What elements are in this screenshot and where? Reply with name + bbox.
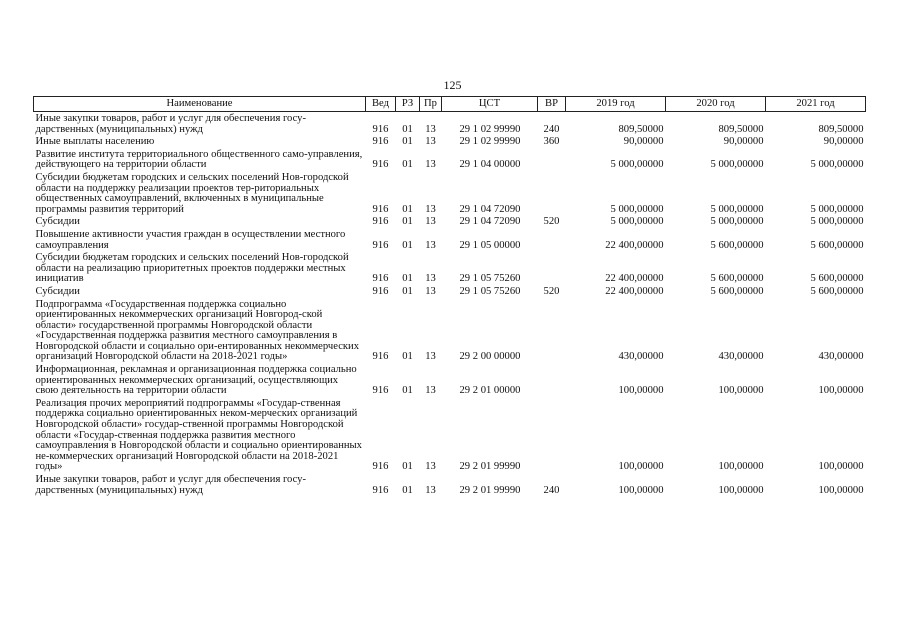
cell-pr: 13 xyxy=(425,159,436,171)
cell-cst: 29 1 05 75260 xyxy=(459,285,521,297)
cell-2021: 5 600,00000 xyxy=(810,239,864,251)
cell-2019: 22 400,00000 xyxy=(605,239,664,251)
cell-ved: 916 xyxy=(372,136,389,148)
cell-name: Реализация прочих мероприятий подпрограммы «Государ-ственная поддержка социально ориентированных неком-мерческих организаций Новгородской области» государ-ственной программы Новгородской области «Государ-ственная поддержка развития местного самоуправления в Новгородской области и социально ориентированных не-коммерческих организаций Новгородской области на 2018-2021 годы» xyxy=(35,397,362,473)
col-header-ved: Вед xyxy=(366,97,396,112)
cell-2021: 100,00000 xyxy=(818,484,864,496)
cell-name: Иные закупки товаров, работ и услуг для обеспечения госу-дарственных (муниципальных) нужд xyxy=(35,474,307,496)
cell-pr: 13 xyxy=(425,203,436,215)
col-header-cst: ЦСТ xyxy=(442,97,538,112)
table-row xyxy=(34,251,866,285)
cell-name: Субсидии бюджетам городских и сельских поселений Нов-городской области на реализацию приоритетных проектов поддержки местных инициатив xyxy=(35,252,349,285)
table-body xyxy=(34,112,866,497)
cell-2019: 100,00000 xyxy=(618,484,664,496)
cell-name: Иные выплаты населению xyxy=(35,136,155,148)
table-row xyxy=(34,473,866,496)
cell-rz: 01 xyxy=(402,203,413,215)
cell-rz: 01 xyxy=(402,285,413,297)
col-header-pr: Пр xyxy=(420,97,442,112)
cell-pr: 13 xyxy=(425,385,436,397)
cell-ved: 916 xyxy=(372,273,389,285)
cell-2019: 5 000,00000 xyxy=(610,159,664,171)
cell-pr: 13 xyxy=(425,273,436,285)
cell-pr: 13 xyxy=(425,239,436,251)
cell-ved: 916 xyxy=(372,203,389,215)
table-row xyxy=(34,298,866,364)
cell-2021: 430,00000 xyxy=(818,351,864,363)
table-header-row xyxy=(34,97,866,112)
cell-ved: 916 xyxy=(372,216,389,228)
cell-cst: 29 1 04 72090 xyxy=(459,216,521,228)
cell-vr: 240 xyxy=(543,484,560,496)
cell-2020: 5 600,00000 xyxy=(710,273,764,285)
cell-2021: 90,00000 xyxy=(823,136,864,148)
col-header-2020: 2020 год xyxy=(666,97,766,112)
table-row xyxy=(34,285,866,298)
cell-2021: 5 000,00000 xyxy=(810,216,864,228)
cell-pr: 13 xyxy=(425,285,436,297)
cell-vr: 520 xyxy=(543,216,560,228)
cell-name: Субсидии бюджетам городских и сельских поселений Нов-городской области на поддержку реализации проектов тер-риториальных общественных самоуправлений, включенных в муниципальные программы развития территорий xyxy=(35,171,349,215)
col-header-rz: РЗ xyxy=(396,97,420,112)
cell-name: Субсидии xyxy=(35,285,80,297)
cell-2019: 22 400,00000 xyxy=(605,285,664,297)
cell-2019: 22 400,00000 xyxy=(605,273,664,285)
cell-pr: 13 xyxy=(425,484,436,496)
cell-pr: 13 xyxy=(425,136,436,148)
cell-2019: 90,00000 xyxy=(623,136,664,148)
cell-rz: 01 xyxy=(402,351,413,363)
cell-2020: 90,00000 xyxy=(723,136,764,148)
cell-pr: 13 xyxy=(425,351,436,363)
cell-rz: 01 xyxy=(402,159,413,171)
cell-rz: 01 xyxy=(402,461,413,473)
cell-name: Иные закупки товаров, работ и услуг для обеспечения госу-дарственных (муниципальных) нужд xyxy=(35,113,307,135)
cell-rz: 01 xyxy=(402,484,413,496)
cell-2021: 100,00000 xyxy=(818,385,864,397)
cell-ved: 916 xyxy=(372,123,389,135)
cell-2020: 100,00000 xyxy=(718,484,764,496)
cell-2019: 100,00000 xyxy=(618,385,664,397)
cell-cst: 29 2 01 00000 xyxy=(459,385,521,397)
cell-cst: 29 2 00 00000 xyxy=(459,351,521,363)
cell-name: Развитие института территориального общественного само-управления, действующего на территории области xyxy=(35,148,363,171)
table-row xyxy=(34,228,866,251)
cell-ved: 916 xyxy=(372,351,389,363)
table-row xyxy=(34,148,866,171)
cell-pr: 13 xyxy=(425,123,436,135)
cell-cst: 29 2 01 99990 xyxy=(459,484,521,496)
table-row xyxy=(34,171,866,215)
cell-vr xyxy=(538,251,566,285)
cell-cst: 29 1 04 72090 xyxy=(459,203,521,215)
cell-2020: 100,00000 xyxy=(718,461,764,473)
cell-vr xyxy=(538,228,566,251)
cell-name: Субсидии xyxy=(35,216,80,228)
budget-table xyxy=(33,96,866,496)
cell-vr: 240 xyxy=(543,123,560,135)
cell-2020: 100,00000 xyxy=(718,385,764,397)
cell-name: Информационная, рекламная и организационная поддержка социально ориентированных некоммерческих организаций, осуществляющих свою деятельность на территории области xyxy=(35,364,357,397)
cell-cst: 29 1 05 00000 xyxy=(459,239,521,251)
col-header-2019: 2019 год xyxy=(566,97,666,112)
cell-2020: 809,50000 xyxy=(718,123,764,135)
table-row xyxy=(34,112,866,136)
cell-pr: 13 xyxy=(425,461,436,473)
cell-2021: 809,50000 xyxy=(818,123,864,135)
cell-cst: 29 1 02 99990 xyxy=(459,136,521,148)
cell-vr xyxy=(538,171,566,215)
cell-vr: 360 xyxy=(543,136,560,148)
cell-rz: 01 xyxy=(402,216,413,228)
cell-cst: 29 1 05 75260 xyxy=(459,273,521,285)
cell-2021: 5 000,00000 xyxy=(810,159,864,171)
cell-name: Подпрограмма «Государственная поддержка социально ориентированных некоммерческих организаций Новгород-ской области» государственной программы Новгородской области «Государственная поддержка развития местного самоуправления в Новгородской области и социально ори-ентированных некоммерческих организаций Новгородской области на 2018-2021 годы» xyxy=(35,298,360,363)
cell-pr: 13 xyxy=(425,216,436,228)
page-number: 125 xyxy=(443,78,462,92)
cell-2021: 5 600,00000 xyxy=(810,285,864,297)
cell-rz: 01 xyxy=(402,385,413,397)
table-row xyxy=(34,363,866,397)
cell-2020: 5 600,00000 xyxy=(710,285,764,297)
cell-rz: 01 xyxy=(402,273,413,285)
col-header-2021: 2021 год xyxy=(766,97,866,112)
cell-2019: 5 000,00000 xyxy=(610,203,664,215)
cell-cst: 29 1 04 00000 xyxy=(459,159,521,171)
cell-2020: 5 000,00000 xyxy=(710,203,764,215)
cell-ved: 916 xyxy=(372,239,389,251)
cell-ved: 916 xyxy=(372,385,389,397)
cell-cst: 29 1 02 99990 xyxy=(459,123,521,135)
cell-2020: 5 000,00000 xyxy=(710,159,764,171)
cell-vr xyxy=(538,298,566,364)
cell-vr xyxy=(538,148,566,171)
cell-2021: 5 600,00000 xyxy=(810,273,864,285)
cell-2020: 430,00000 xyxy=(718,351,764,363)
cell-2021: 100,00000 xyxy=(818,461,864,473)
cell-2019: 5 000,00000 xyxy=(610,216,664,228)
cell-ved: 916 xyxy=(372,484,389,496)
cell-rz: 01 xyxy=(402,123,413,135)
cell-2021: 5 000,00000 xyxy=(810,203,864,215)
cell-name: Повышение активности участия граждан в осуществлении местного самоуправления xyxy=(35,228,346,251)
cell-2019: 100,00000 xyxy=(618,461,664,473)
table-row xyxy=(34,215,866,228)
cell-rz: 01 xyxy=(402,239,413,251)
cell-rz: 01 xyxy=(402,136,413,148)
cell-ved: 916 xyxy=(372,461,389,473)
cell-2020: 5 000,00000 xyxy=(710,216,764,228)
cell-2020: 5 600,00000 xyxy=(710,239,764,251)
cell-vr: 520 xyxy=(543,285,560,297)
table-row xyxy=(34,135,866,148)
cell-cst: 29 2 01 99990 xyxy=(459,461,521,473)
col-header-name: Наименование xyxy=(34,97,366,112)
cell-vr xyxy=(538,397,566,473)
col-header-vr: ВР xyxy=(538,97,566,112)
cell-ved: 916 xyxy=(372,285,389,297)
cell-2019: 809,50000 xyxy=(618,123,664,135)
cell-vr xyxy=(538,363,566,397)
cell-2019: 430,00000 xyxy=(618,351,664,363)
table-row xyxy=(34,397,866,473)
cell-ved: 916 xyxy=(372,159,389,171)
